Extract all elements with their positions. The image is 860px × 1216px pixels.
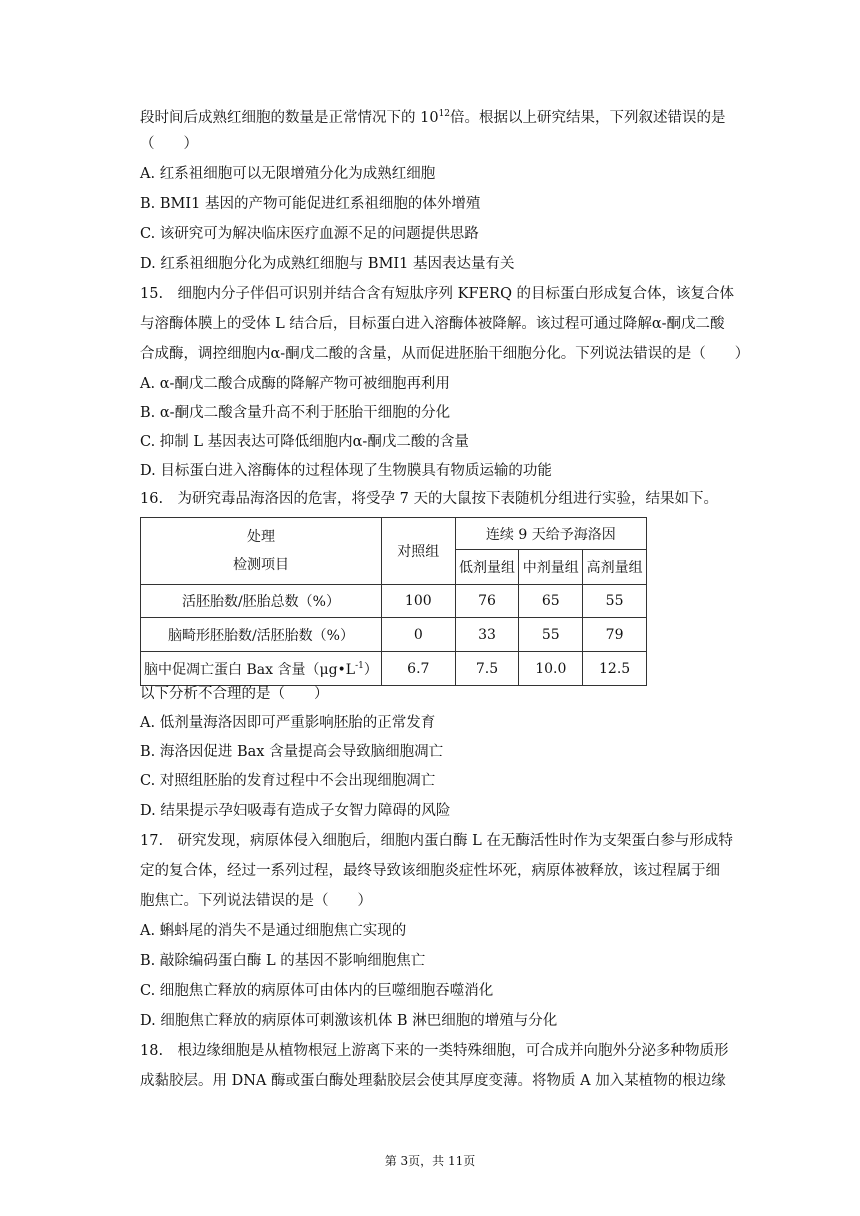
table-row — [141, 618, 647, 652]
page-footer: 第 3页，共 11页 — [384, 1154, 476, 1168]
table-header-control: 对照组 — [381, 518, 455, 585]
option-c: C. 抑制 L 基因表达可降低细胞内α-酮戊二酸的含量 — [140, 434, 469, 450]
option-a: A. 红系祖细胞可以无限增殖分化为成熟红细胞 — [140, 166, 436, 182]
table-cell: 100 — [381, 585, 455, 618]
option-b: B. 敲除编码蛋白酶 L 的基因不影响细胞焦亡 — [140, 953, 426, 969]
option-d: D. 目标蛋白进入溶酶体的过程体现了生物膜具有物质运输的功能 — [140, 463, 552, 479]
table-corner-cell: 处理 检测项目 — [141, 518, 382, 585]
option-a: A. 低剂量海洛因即可严重影响胚胎的正常发育 — [140, 715, 436, 731]
table-row — [141, 652, 647, 686]
option-a: A. α-酮戊二酸合成酶的降解产物可被细胞再利用 — [140, 376, 450, 392]
question-16: 16. 为研究毒品海洛因的危害，将受孕 7 天的大鼠按下表随机分组进行实验，结果如下。 — [140, 491, 718, 507]
table-row-label: 脑中促凋亡蛋白 Bax 含量$(\mu g•L^{-1})$ — [141, 652, 382, 686]
option-c: C. 该研究可为解决临床医疗血源不足的问题提供思路 — [140, 226, 479, 242]
option-b: B. 海洛因促进 Bax 含量提高会导致脑细胞凋亡 — [140, 744, 444, 760]
table-cell: 0 — [381, 618, 455, 652]
table-cell: 55 — [519, 618, 583, 652]
table-row — [141, 585, 647, 618]
table-header-high: 高剂量组 — [583, 550, 647, 585]
question-17: 17. 研究发现，病原体侵入细胞后，细胞内蛋白酶 L 在无酶活性时作为支架蛋白参与形成特 — [140, 833, 733, 849]
option-a: A. 蝌蚪尾的消失不是通过细胞焦亡实现的 — [140, 923, 407, 939]
table-cell: 55 — [583, 585, 647, 618]
text-line: 以下分析不合理的是（ ） — [140, 686, 329, 702]
text-line: 定的复合体，经过一系列过程，最终导致该细胞炎症性坏死，病原体被释放，该过程属于细 — [140, 863, 720, 879]
table-cell: 10.0 — [519, 652, 583, 686]
experiment-table — [140, 517, 647, 686]
option-b: B. α-酮戊二酸含量升高不利于胚胎干细胞的分化 — [140, 405, 451, 421]
text-line: 段时间后成熟红细胞的数量是正常情况下的 $10^{12}$倍。根据以上研究结果，下列叙述错误的是 — [140, 109, 726, 126]
table-row-label: 活胚胎数/胚胎总数（%） — [141, 585, 382, 618]
table-cell: 65 — [519, 585, 583, 618]
table-cell: 12.5 — [583, 652, 647, 686]
table-header-group: 连续 9 天给予海洛因 — [455, 518, 646, 550]
option-c: C. 细胞焦亡释放的病原体可由体内的巨噬细胞吞噬消化 — [140, 983, 494, 999]
option-d: D. 红系祖细胞分化为成熟红细胞与 BMI1 基因表达量有关 — [140, 256, 515, 272]
table-row-label: 脑畸形胚胎数/活胚胎数（%） — [141, 618, 382, 652]
table-cell: 79 — [583, 618, 647, 652]
option-b: B. BMI1 基因的产物可能促进红系祖细胞的体外增殖 — [140, 196, 481, 212]
table-cell: 76 — [455, 585, 519, 618]
table-cell: 6.7 — [381, 652, 455, 686]
table-cell: 7.5 — [455, 652, 519, 686]
table-header-mid: 中剂量组 — [519, 550, 583, 585]
text-line: 合成酶，调控细胞内α-酮戊二酸的含量，从而促进胚胎干细胞分化。下列说法错误的是（ ） — [140, 346, 750, 362]
option-d: D. 细胞焦亡释放的病原体可刺激该机体 B 淋巴细胞的增殖与分化 — [140, 1013, 558, 1029]
option-c: C. 对照组胚胎的发育过程中不会出现细胞凋亡 — [140, 773, 436, 789]
text-line: 胞焦亡。下列说法错误的是（ ） — [140, 893, 372, 909]
question-15: 15. 细胞内分子伴侣可识别并结合含有短肽序列 KFERQ 的目标蛋白形成复合体，该复合体 — [140, 286, 735, 302]
table-header-low: 低剂量组 — [455, 550, 519, 585]
text-line: （ ） — [140, 136, 198, 152]
text-line: 与溶酶体膜上的受体 L 结合后，目标蛋白进入溶酶体被降解。该过程可通过降解α-酮戊二酸 — [140, 316, 725, 332]
table-cell: 33 — [455, 618, 519, 652]
text-line: 成黏胶层。用 DNA 酶或蛋白酶处理黏胶层会使其厚度变薄。将物质 A 加入某植物的根边缘 — [140, 1073, 726, 1089]
option-d: D. 结果提示孕妇吸毒有造成子女智力障碍的风险 — [140, 803, 451, 819]
question-18: 18. 根边缘细胞是从植物根冠上游离下来的一类特殊细胞，可合成并向胞外分泌多种物质形 — [140, 1043, 729, 1059]
